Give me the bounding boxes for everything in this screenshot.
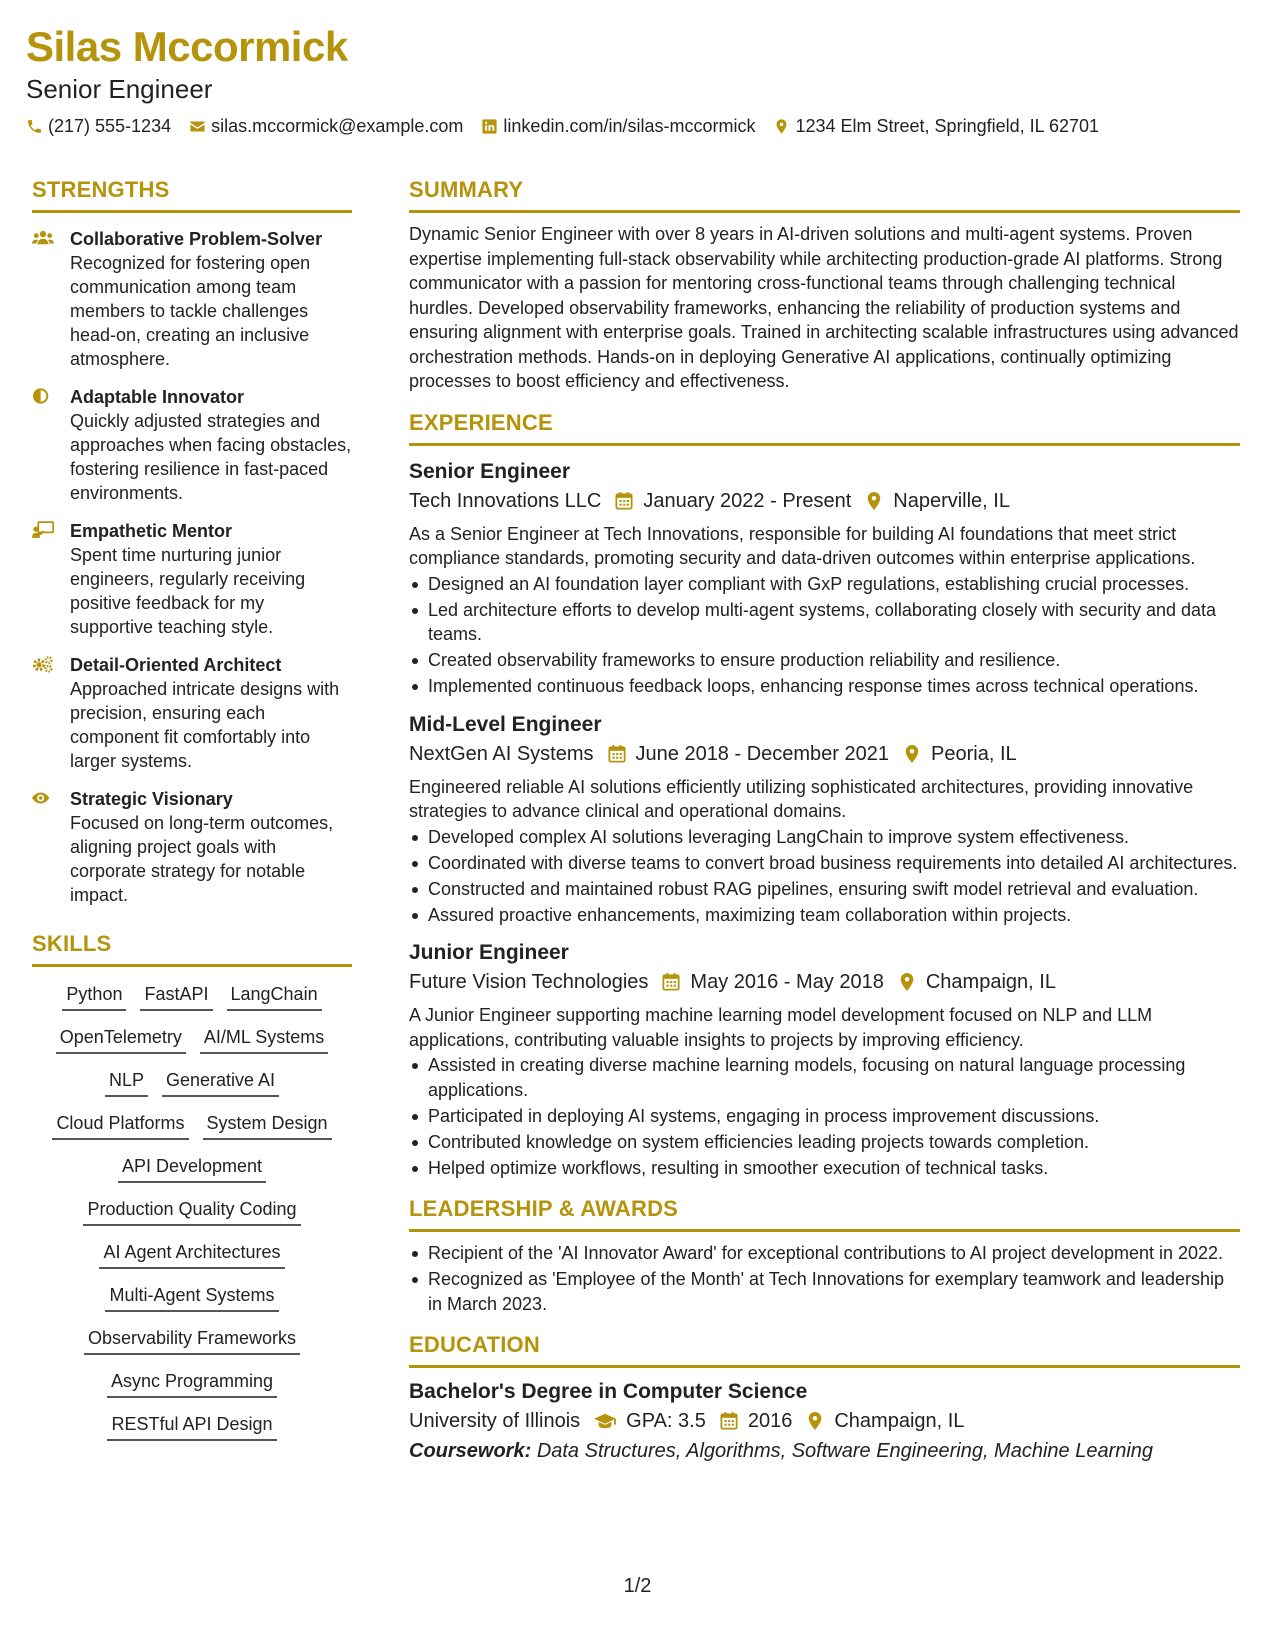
coursework-list: Data Structures, Algorithms, Software Engineering, Machine Learning: [536, 1440, 1154, 1462]
eye-icon: [32, 789, 54, 807]
skill-tag: LangChain: [227, 981, 322, 1011]
address-text: 1234 Elm Street, Springfield, IL 62701: [795, 116, 1100, 136]
job-entry: [409, 458, 1240, 699]
job-title: Mid-Level Engineer: [409, 712, 602, 736]
coursework-label: Coursework:: [409, 1440, 532, 1462]
skill-tag: Async Programming: [107, 1368, 277, 1398]
job-bullets: [409, 572, 1240, 699]
job-description: Engineered reliable AI solutions efficiently utilizing sophisticated architectures, providing innovative strategies to advance clinical and operational domains.: [409, 776, 1194, 821]
skill-row: [49, 1024, 335, 1054]
phone-text: (217) 555-1234: [48, 116, 172, 136]
calendar-icon: [720, 1411, 738, 1431]
skills-heading: SKILLS: [32, 931, 352, 967]
job-title: Junior Engineer: [409, 941, 569, 964]
map-pin-icon: [773, 118, 790, 135]
job-location: Peoria, IL: [931, 742, 1017, 765]
skill-tag: OpenTelemetry: [56, 1024, 186, 1054]
skill-tag: RESTful API Design: [107, 1411, 276, 1441]
strength-item: [32, 787, 352, 907]
left-column: [32, 177, 352, 1454]
graduation-year: 2016: [747, 1410, 793, 1432]
strength-title: Adaptable Innovator: [70, 387, 245, 407]
bullet-item: Led architecture efforts to develop multi-agent systems, collaborating closely with security and data teams.: [409, 598, 1240, 647]
skill-row: [100, 1411, 283, 1441]
job-bullets: [409, 825, 1240, 928]
bullet-item: Designed an AI foundation layer compliant with GxP regulations, establishing crucial processes.: [409, 572, 1240, 597]
contact-phone: [26, 116, 171, 137]
strength-title: Strategic Visionary: [70, 789, 233, 809]
education-meta: [409, 1406, 1240, 1436]
contact-bar: [26, 116, 1117, 137]
bullet-item: Participated in deploying AI systems, engaging in process improvement discussions.: [409, 1104, 1240, 1129]
skill-row: [76, 1196, 307, 1226]
map-pin-icon: [865, 491, 883, 511]
bullet-item: Recognized as 'Employee of the Month' at Tech Innovations for exemplary teamwork and leadership in March 2023.: [409, 1267, 1240, 1316]
graduation-cap-icon: [594, 1411, 616, 1431]
strength-desc: Spent time nurturing junior engineers, regularly receiving positive feedback for my supportive teaching style.: [70, 545, 306, 637]
job-meta: [409, 739, 1240, 769]
job-dates: June 2018 - December 2021: [635, 742, 890, 765]
skill-tag: FastAPI: [140, 981, 212, 1011]
skill-tag: API Development: [118, 1153, 266, 1183]
cogs-icon: [32, 655, 54, 673]
summary-text: Dynamic Senior Engineer with over 8 years in AI-driven solutions and multi-agent systems. Proven expertise implementing full-stack observability while architecting production-grade AI platforms. Strong communicator with a passion for mentoring cross-functional teams through challenging technical hurdles. Developed observability frameworks, enhancing the reliability of production systems and ensuring alignment with enterprise goals. Trained in architecting scalable infrastructures using advanced orchestration methods. Hands-on in deploying Generative AI applications, continually optimizing processes to boost efficiency and effectiveness.: [409, 224, 1239, 391]
job-bullets: [409, 1053, 1240, 1180]
leadership-bullets: [409, 1241, 1240, 1316]
bullet-item: Helped optimize workflows, resulting in smoother execution of technical tasks.: [409, 1156, 1240, 1181]
contact-linkedin[interactable]: [481, 116, 755, 137]
job-location: Champaign, IL: [925, 971, 1056, 993]
strength-desc: Quickly adjusted strategies and approaches when facing obstacles, fostering resilience in fast-paced environments.: [70, 411, 352, 503]
gpa-text: GPA: 3.5: [626, 1410, 706, 1432]
bullet-item: Recipient of the 'AI Innovator Award' for exceptional contributions to AI project development in 2022.: [409, 1241, 1240, 1266]
linkedin-icon: [481, 118, 498, 135]
envelope-icon: [189, 118, 206, 135]
education-location: Champaign, IL: [834, 1410, 965, 1432]
phone-icon: [26, 118, 43, 135]
bullet-item: Created observability frameworks to ensure production reliability and resilience.: [409, 648, 1240, 673]
strength-item: [32, 653, 352, 773]
strength-desc: Focused on long-term outcomes, aligning project goals with corporate strategy for notable impact.: [70, 813, 334, 905]
map-pin-icon: [806, 1411, 824, 1431]
job-company: Future Vision Technologies: [409, 971, 649, 993]
bullet-item: Assured proactive enhancements, maximizing team collaboration within projects.: [409, 903, 1240, 928]
strength-item: [32, 227, 352, 371]
job-entry: [409, 711, 1240, 928]
half-circle-icon: [32, 387, 54, 405]
skill-tag: Production Quality Coding: [83, 1196, 300, 1226]
linkedin-link[interactable]: linkedin.com/in/silas-mccormick: [503, 116, 756, 136]
contact-address: [773, 116, 1099, 137]
education-heading: EDUCATION: [409, 1332, 1240, 1368]
bullet-item: Developed complex AI solutions leveraging LangChain to improve system effectiveness.: [409, 825, 1240, 850]
degree-title: Bachelor's Degree in Computer Science: [409, 1380, 808, 1403]
school-name: University of Illinois: [409, 1410, 581, 1432]
job-description: As a Senior Engineer at Tech Innovations, responsible for building AI foundations that meet strict compliance standards, promoting security and data-driven outcomes within enterprise applications.: [409, 523, 1196, 568]
job-meta: [409, 486, 1240, 516]
skill-tag: Observability Frameworks: [84, 1325, 300, 1355]
resume-header: [26, 22, 1117, 137]
strengths-heading: STRENGTHS: [32, 177, 352, 213]
skill-tag: NLP: [105, 1067, 148, 1097]
skill-tag: Multi-Agent Systems: [105, 1282, 278, 1312]
leadership-heading: LEADERSHIP & AWARDS: [409, 1196, 1240, 1232]
skill-row: [98, 1282, 285, 1312]
skills-list: [32, 981, 352, 1454]
summary-heading: SUMMARY: [409, 177, 1240, 213]
strength-item: [32, 385, 352, 505]
contact-email[interactable]: [189, 116, 463, 137]
candidate-name: Silas Mccormick: [26, 23, 348, 70]
skill-row: [100, 1368, 284, 1398]
coursework: [409, 1436, 1240, 1466]
right-column: [409, 177, 1240, 1466]
email-link[interactable]: silas.mccormick@example.com: [211, 116, 464, 136]
bullet-item: Assisted in creating diverse machine learning models, focusing on natural language processing applications.: [409, 1053, 1240, 1102]
map-pin-icon: [903, 744, 921, 764]
job-title: Senior Engineer: [409, 459, 571, 483]
skill-tag: Cloud Platforms: [52, 1110, 188, 1140]
skill-tag: AI/ML Systems: [200, 1024, 328, 1054]
bullet-item: Constructed and maintained robust RAG pipelines, ensuring swift model retrieval and evaluation.: [409, 877, 1240, 902]
job-dates: January 2022 - Present: [643, 489, 852, 512]
page-number: 1/2: [623, 1575, 652, 1597]
strength-desc: Recognized for fostering open communication among team members to tackle challenges head-on, creating an inclusive atmosphere.: [70, 253, 311, 369]
skill-row: [92, 1239, 291, 1269]
skill-row: [45, 1110, 338, 1140]
strength-desc: Approached intricate designs with precision, ensuring each component fit comfortably into larger systems.: [70, 679, 340, 771]
calendar-icon: [615, 491, 633, 511]
job-company: NextGen AI Systems: [409, 742, 594, 765]
skill-row: [98, 1067, 286, 1097]
skill-tag: Python: [62, 981, 126, 1011]
skill-row: [111, 1153, 273, 1183]
bullet-item: Contributed knowledge on system efficiencies leading projects towards completion.: [409, 1130, 1240, 1155]
bullet-item: Coordinated with diverse teams to convert broad business requirements into detailed AI architectures.: [409, 851, 1240, 876]
skill-tag: AI Agent Architectures: [99, 1239, 284, 1269]
skill-tag: Generative AI: [162, 1067, 279, 1097]
job-dates: May 2016 - May 2018: [690, 971, 884, 993]
experience-heading: EXPERIENCE: [409, 410, 1240, 446]
skill-row: [55, 981, 328, 1011]
users-icon: [32, 229, 54, 247]
job-location: Naperville, IL: [893, 489, 1010, 512]
strength-title: Collaborative Problem-Solver: [70, 229, 323, 249]
calendar-icon: [662, 972, 680, 992]
skill-tag: System Design: [203, 1110, 332, 1140]
skill-row: [77, 1325, 307, 1355]
map-pin-icon: [898, 972, 916, 992]
job-entry: [409, 939, 1240, 1180]
job-meta: [409, 967, 1240, 997]
teacher-icon: [32, 521, 54, 539]
strength-title: Detail-Oriented Architect: [70, 655, 282, 675]
strength-title: Empathetic Mentor: [70, 521, 233, 541]
calendar-icon: [608, 744, 626, 764]
strength-item: [32, 519, 352, 639]
job-company: Tech Innovations LLC: [409, 489, 602, 512]
job-description: A Junior Engineer supporting machine learning model development focused on NLP and LLM applications, contributing valuable insights to projects by improving efficiency.: [409, 1005, 1153, 1050]
leadership-section: [409, 1196, 1240, 1316]
candidate-title: Senior Engineer: [26, 74, 213, 104]
bullet-item: Implemented continuous feedback loops, enhancing response times across technical operations.: [409, 674, 1240, 699]
